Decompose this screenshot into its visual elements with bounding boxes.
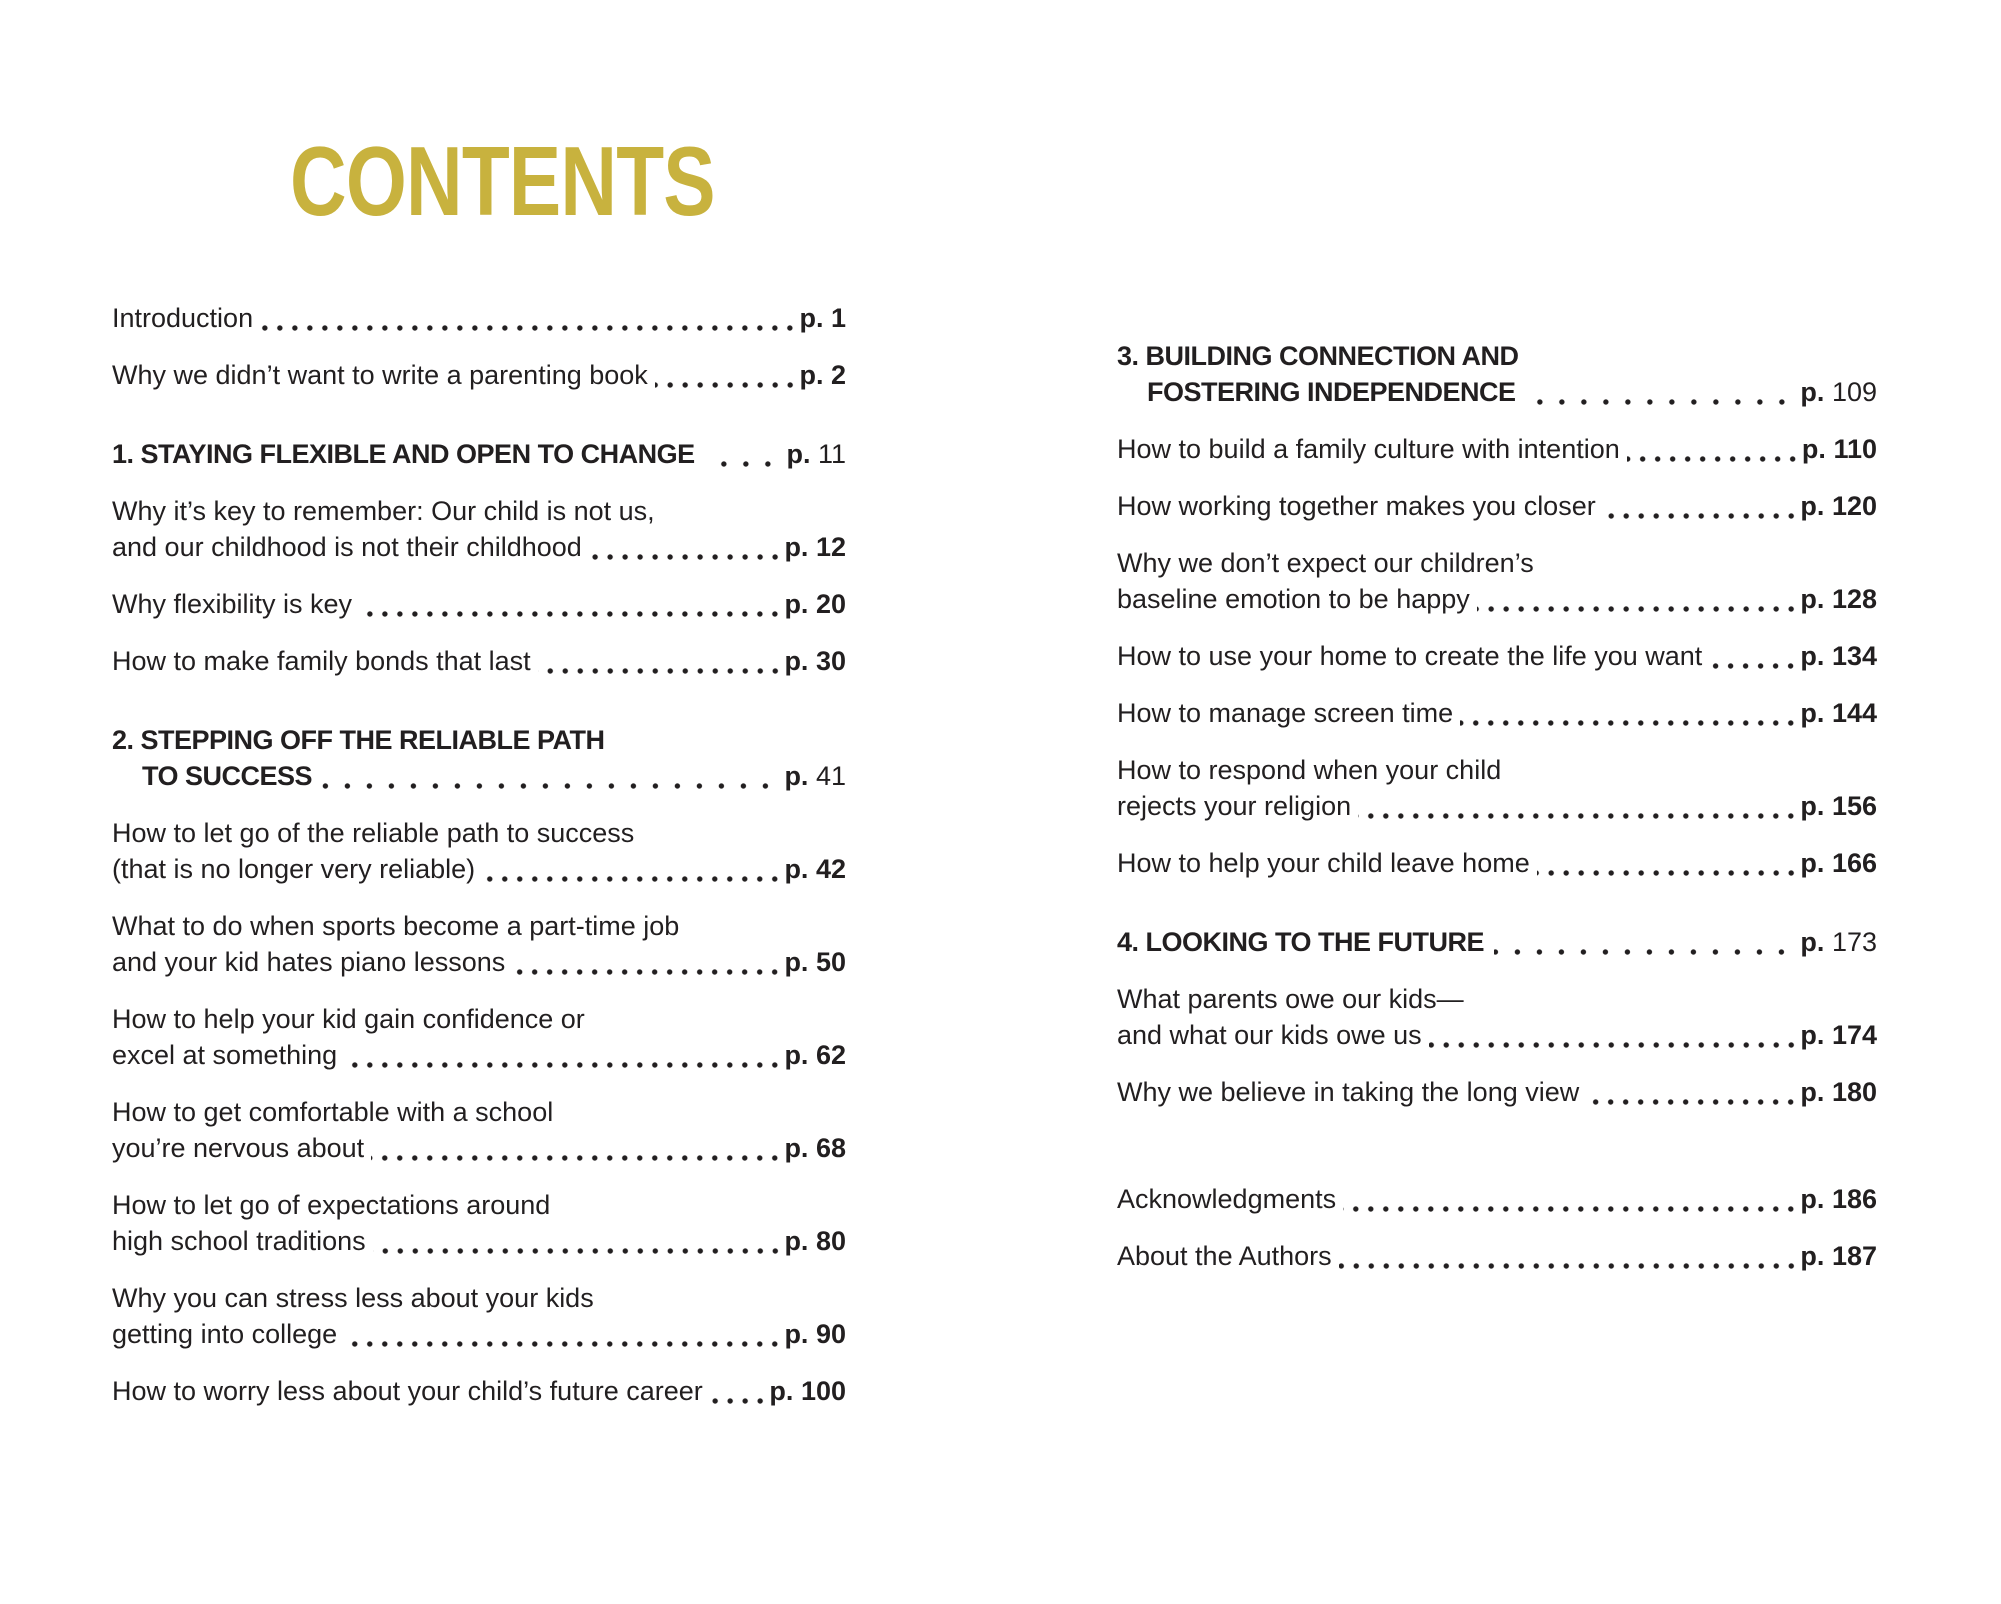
toc-item-text: and what our kids owe us bbox=[1117, 1020, 1422, 1050]
toc-entry bbox=[1117, 1181, 1877, 1217]
page-prefix: p. bbox=[769, 1376, 794, 1406]
page-num-value: 80 bbox=[815, 1226, 846, 1256]
dot-leader-icon bbox=[344, 1062, 782, 1068]
page-number bbox=[1800, 695, 1877, 731]
toc-entry bbox=[112, 815, 846, 887]
toc-item-text: How to let go of expectations around bbox=[112, 1190, 551, 1220]
page-prefix: p. bbox=[1800, 641, 1825, 671]
toc-item-text: Why we don’t expect our children’s bbox=[1117, 548, 1534, 578]
toc-item-text: How to respond when your child bbox=[1117, 755, 1502, 785]
page-prefix: p. bbox=[1800, 1241, 1825, 1271]
dot-leader-icon bbox=[512, 969, 782, 975]
toc-item-text: Why you can stress less about your kids bbox=[112, 1283, 594, 1313]
page-prefix: p. bbox=[1800, 791, 1825, 821]
toc-entry bbox=[112, 908, 846, 980]
toc-entry bbox=[112, 300, 846, 336]
toc-item-text: How to help your child leave home bbox=[1117, 848, 1530, 878]
toc-item-text: Why we didn’t want to write a parenting book bbox=[112, 360, 648, 390]
page-prefix: p. bbox=[786, 439, 811, 469]
toc-entry bbox=[112, 1280, 846, 1352]
toc-item-text: baseline emotion to be happy bbox=[1117, 584, 1470, 614]
toc-chapter bbox=[1117, 924, 1877, 960]
toc-entry bbox=[1117, 1238, 1877, 1274]
toc-entry bbox=[1117, 752, 1877, 824]
page-num-value: 109 bbox=[1831, 377, 1877, 407]
toc-item-text: About the Authors bbox=[1117, 1241, 1332, 1271]
toc-item-text: Introduction bbox=[112, 303, 254, 333]
dot-leader-icon bbox=[1343, 1206, 1798, 1212]
page-prefix: p. bbox=[1800, 848, 1825, 878]
toc-entry bbox=[112, 493, 846, 565]
toc-entry bbox=[112, 357, 846, 393]
page-num-value: 20 bbox=[815, 589, 846, 619]
toc-entry bbox=[1117, 695, 1877, 731]
dot-leader-icon bbox=[1526, 399, 1793, 405]
page-prefix: p. bbox=[784, 1226, 809, 1256]
toc-item-text: FOSTERING INDEPENDENCE bbox=[1147, 377, 1516, 407]
page-number bbox=[784, 1037, 846, 1073]
dot-leader-icon bbox=[371, 1155, 782, 1161]
dot-leader-icon bbox=[1358, 813, 1798, 819]
toc-item-text: TO SUCCESS bbox=[142, 761, 313, 791]
page-number bbox=[784, 944, 846, 980]
dot-leader-icon bbox=[1627, 456, 1800, 462]
page-number bbox=[784, 1130, 846, 1166]
page-prefix: p. bbox=[799, 303, 824, 333]
page-num-value: 1 bbox=[830, 303, 846, 333]
toc-item-text: How to help your kid gain confidence or bbox=[112, 1004, 585, 1034]
dot-leader-icon bbox=[260, 325, 797, 331]
page-number bbox=[1800, 488, 1877, 524]
page-num-value: 11 bbox=[817, 439, 846, 469]
toc-item-text: Why flexibility is key bbox=[112, 589, 353, 619]
dot-leader-icon bbox=[1460, 720, 1798, 726]
dot-leader-icon bbox=[710, 1398, 768, 1404]
page-prefix: p. bbox=[784, 947, 809, 977]
page-num-value: 144 bbox=[1831, 698, 1877, 728]
page-prefix: p. bbox=[784, 1319, 809, 1349]
toc-item-text: How to let go of the reliable path to success bbox=[112, 818, 635, 848]
page-num-value: 120 bbox=[1831, 491, 1877, 521]
page-number bbox=[784, 586, 846, 622]
toc-item-text: 4. LOOKING TO THE FUTURE bbox=[1117, 927, 1485, 957]
page-number bbox=[799, 300, 846, 336]
page-title: CONTENTS bbox=[290, 126, 715, 236]
toc-item-text: What to do when sports become a part-time job bbox=[112, 911, 680, 941]
dot-leader-icon bbox=[359, 611, 782, 617]
toc-entry bbox=[112, 1094, 846, 1166]
dot-leader-icon bbox=[1429, 1042, 1799, 1048]
page-number bbox=[784, 851, 846, 887]
toc-column-left bbox=[112, 300, 846, 1430]
page-num-value: 187 bbox=[1831, 1241, 1877, 1271]
toc-item-text: rejects your religion bbox=[1117, 791, 1352, 821]
toc-item-text: 3. BUILDING CONNECTION AND bbox=[1117, 341, 1519, 371]
page-number bbox=[1800, 1074, 1877, 1110]
page-number bbox=[1802, 431, 1877, 467]
toc-entry bbox=[1117, 1074, 1877, 1110]
toc-item-text: Acknowledgments bbox=[1117, 1184, 1337, 1214]
page-prefix: p. bbox=[784, 1133, 809, 1163]
toc-item-text: Why we believe in taking the long view bbox=[1117, 1077, 1580, 1107]
page-number bbox=[784, 758, 846, 794]
toc-item-text: How working together makes you closer bbox=[1117, 491, 1596, 521]
page-number bbox=[786, 436, 846, 472]
dot-leader-icon bbox=[482, 876, 782, 882]
page-number bbox=[769, 1373, 846, 1409]
page-num-value: 128 bbox=[1831, 584, 1877, 614]
toc-item-text: How to get comfortable with a school bbox=[112, 1097, 554, 1127]
toc-item-text: excel at something bbox=[112, 1040, 338, 1070]
page-num-value: 2 bbox=[830, 360, 846, 390]
page-prefix: p. bbox=[1800, 491, 1825, 521]
toc-entry bbox=[112, 1373, 846, 1409]
page-number bbox=[1800, 638, 1877, 674]
toc-chapter bbox=[112, 436, 846, 472]
page-num-value: 68 bbox=[815, 1133, 846, 1163]
toc-item-text: How to make family bonds that last bbox=[112, 646, 531, 676]
page-prefix: p. bbox=[784, 532, 809, 562]
page-prefix: p. bbox=[1800, 927, 1825, 957]
toc-entry bbox=[1117, 431, 1877, 467]
page-num-value: 12 bbox=[815, 532, 846, 562]
page-number bbox=[1800, 581, 1877, 617]
toc-item-text: and our childhood is not their childhood bbox=[112, 532, 582, 562]
page-number bbox=[1800, 924, 1877, 960]
toc-entry bbox=[1117, 981, 1877, 1053]
page-number bbox=[784, 1316, 846, 1352]
dot-leader-icon bbox=[655, 382, 798, 388]
page-prefix: p. bbox=[1800, 1077, 1825, 1107]
toc-item-text: 2. STEPPING OFF THE RELIABLE PATH bbox=[112, 725, 605, 755]
page-prefix: p. bbox=[784, 589, 809, 619]
toc-item-text: How to build a family culture with intention bbox=[1117, 434, 1620, 464]
toc-entry bbox=[112, 1187, 846, 1259]
toc-item-text: What parents owe our kids— bbox=[1117, 984, 1464, 1014]
page-number bbox=[1800, 788, 1877, 824]
dot-leader-icon bbox=[538, 668, 783, 674]
page-num-value: 42 bbox=[815, 854, 846, 884]
page-num-value: 186 bbox=[1831, 1184, 1877, 1214]
dot-leader-icon bbox=[1586, 1099, 1798, 1105]
dot-leader-icon bbox=[1603, 513, 1799, 519]
page-num-value: 110 bbox=[1833, 434, 1877, 464]
page-prefix: p. bbox=[1800, 1020, 1825, 1050]
page-num-value: 180 bbox=[1831, 1077, 1877, 1107]
page-num-value: 100 bbox=[800, 1376, 846, 1406]
toc-entry bbox=[112, 643, 846, 679]
toc-item-text: (that is no longer very reliable) bbox=[112, 854, 476, 884]
toc-chapter bbox=[112, 722, 846, 794]
page-number bbox=[784, 529, 846, 565]
toc-item-text: 1. STAYING FLEXIBLE AND OPEN TO CHANGE bbox=[112, 439, 695, 469]
page-number bbox=[799, 357, 846, 393]
toc-entry bbox=[112, 586, 846, 622]
dot-leader-icon bbox=[1477, 606, 1799, 612]
page-prefix: p. bbox=[1801, 434, 1826, 464]
page-num-value: 134 bbox=[1831, 641, 1877, 671]
dot-leader-icon bbox=[322, 783, 776, 789]
toc-chapter bbox=[1117, 338, 1877, 410]
page-prefix: p. bbox=[1800, 1184, 1825, 1214]
dot-leader-icon bbox=[344, 1341, 782, 1347]
dot-leader-icon bbox=[589, 554, 783, 560]
page-prefix: p. bbox=[784, 854, 809, 884]
page-num-value: 62 bbox=[815, 1040, 846, 1070]
toc-item-text: Why it’s key to remember: Our child is not us, bbox=[112, 496, 655, 526]
toc-entry bbox=[1117, 488, 1877, 524]
toc-item-text: you’re nervous about bbox=[112, 1133, 365, 1163]
page-number bbox=[784, 643, 846, 679]
page-prefix: p. bbox=[1800, 377, 1825, 407]
toc-entry bbox=[1117, 638, 1877, 674]
toc-item-text: and your kid hates piano lessons bbox=[112, 947, 506, 977]
toc-item-text: How to manage screen time bbox=[1117, 698, 1454, 728]
toc-item-text: high school traditions bbox=[112, 1226, 366, 1256]
dot-leader-icon bbox=[1494, 949, 1792, 955]
dot-leader-icon bbox=[1537, 870, 1799, 876]
toc-item-text: getting into college bbox=[112, 1319, 338, 1349]
page-num-value: 166 bbox=[1831, 848, 1877, 878]
page-num-value: 30 bbox=[815, 646, 846, 676]
page-num-value: 90 bbox=[815, 1319, 846, 1349]
page-number bbox=[784, 1223, 846, 1259]
page-prefix: p. bbox=[784, 1040, 809, 1070]
page-num-value: 156 bbox=[1831, 791, 1877, 821]
page-number bbox=[1800, 1181, 1877, 1217]
page-prefix: p. bbox=[784, 646, 809, 676]
toc-entry bbox=[112, 1001, 846, 1073]
page-num-value: 173 bbox=[1831, 927, 1877, 957]
page-number bbox=[1800, 374, 1877, 410]
page-number bbox=[1800, 845, 1877, 881]
page-number bbox=[1800, 1238, 1877, 1274]
page-prefix: p. bbox=[1800, 698, 1825, 728]
dot-leader-icon bbox=[1339, 1263, 1799, 1269]
page-num-value: 174 bbox=[1831, 1020, 1877, 1050]
dot-leader-icon bbox=[373, 1248, 783, 1254]
toc-column-right bbox=[1117, 295, 1877, 1295]
page-num-value: 50 bbox=[815, 947, 846, 977]
page-number bbox=[1800, 1017, 1877, 1053]
toc-item-text: How to worry less about your child’s future career bbox=[112, 1376, 703, 1406]
page-num-value: 41 bbox=[815, 761, 846, 791]
toc-entry bbox=[1117, 845, 1877, 881]
toc-item-text: How to use your home to create the life you want bbox=[1117, 641, 1703, 671]
dot-leader-icon bbox=[705, 461, 779, 467]
page-prefix: p. bbox=[784, 761, 809, 791]
dot-leader-icon bbox=[1709, 663, 1798, 669]
toc-entry bbox=[1117, 545, 1877, 617]
page-prefix: p. bbox=[1800, 584, 1825, 614]
page-prefix: p. bbox=[799, 360, 824, 390]
